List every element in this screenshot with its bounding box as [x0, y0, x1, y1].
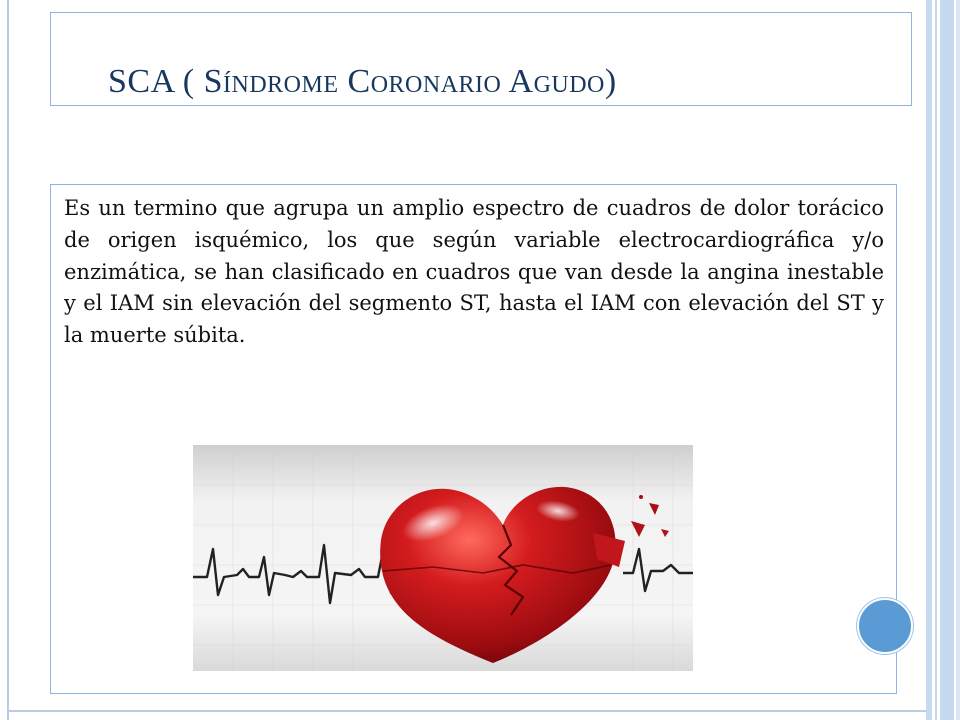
- title-word: CORONARIO: [347, 63, 502, 100]
- decorative-bar: [935, 0, 937, 720]
- decorative-bar: [940, 0, 954, 720]
- decorative-bar: [926, 0, 932, 720]
- frame-bottom-line: [7, 710, 932, 712]
- heart-ecg-illustration: [193, 445, 693, 671]
- content-placeholder[interactable]: [50, 184, 897, 694]
- title-placeholder[interactable]: [50, 12, 912, 106]
- body-text: Es un termino que agrupa un amplio espectro de cuadros de dolor torácico de origen isquémico, los que según variable electrocardiográfica y/o enzimática, se han clasificado en cuadros que van desde la angina inestable y el IAM sin elevación del segmento ST, hasta el IAM con elevación del ST y la muerte súbita.: [64, 196, 884, 348]
- frame-left-line: [7, 0, 9, 720]
- heart-ecg-image[interactable]: [193, 445, 693, 671]
- title-prefix: SCA (: [108, 63, 204, 100]
- decorative-bar: [956, 0, 960, 720]
- decorative-circle: [857, 598, 913, 654]
- title-word: SÍNDROME: [203, 63, 339, 100]
- title-suffix: ): [604, 63, 617, 100]
- slide-title: [108, 63, 617, 101]
- title-word: AGUDO: [508, 63, 605, 100]
